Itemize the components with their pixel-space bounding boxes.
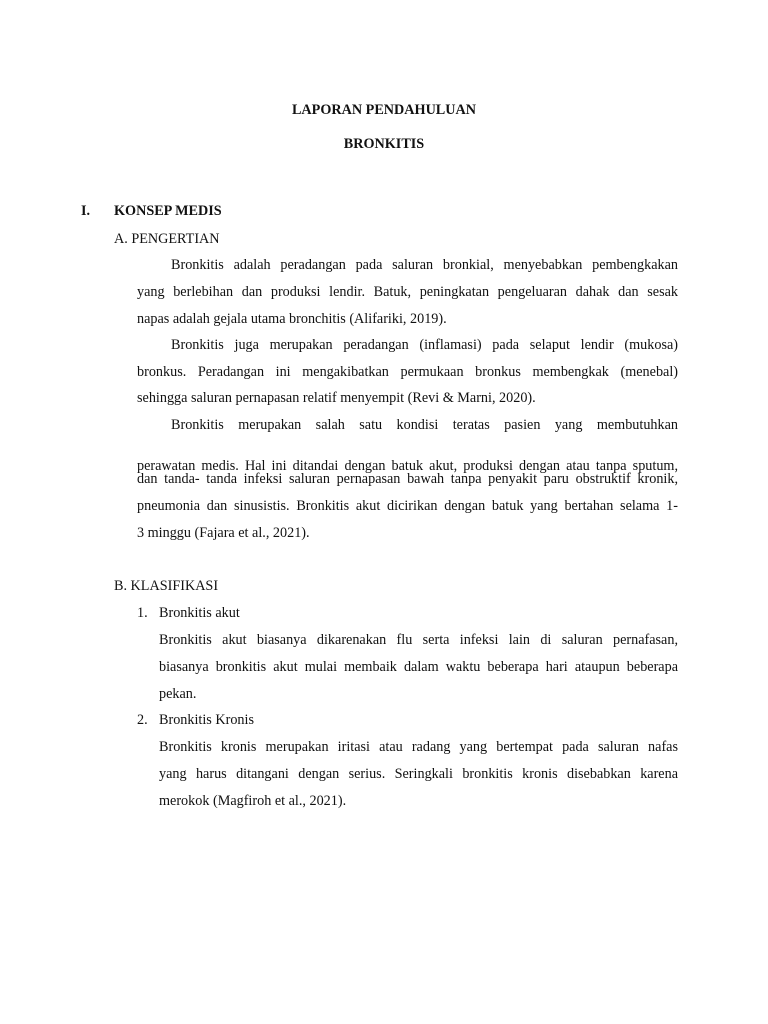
paragraph-line: sehingga saluran pernapasan relatif menyempit (Revi & Marni, 2020). (137, 390, 536, 406)
paragraph-line: bronkus. Peradangan ini mengakibatkan permukaan bronkus membengkak (menebal) (137, 364, 678, 380)
subsection-heading-klasifikasi: B. KLASIFIKASI (114, 578, 219, 594)
document-title: LAPORAN PENDAHULUAN (291, 102, 477, 118)
list-item-line: Bronkitis akut biasanya dikarenakan flu serta infeksi lain di saluran pernafasan, (159, 632, 678, 648)
paragraph-line: yang berlebihan dan produksi lendir. Batuk, peningkatan pengeluaran dahak dan sesak (137, 284, 678, 300)
list-item-number: 2. (137, 712, 148, 728)
paragraph-line: napas adalah gejala utama bronchitis (Alifariki, 2019). (137, 311, 447, 327)
document-subtitle: BRONKITIS (343, 136, 425, 152)
paragraph-line: dan tanda- tanda infeksi saluran pernapasan bawah tanpa penyakit paru obstruktif kronik, (137, 471, 678, 487)
paragraph-line: pneumonia dan sinusistis. Bronkitis akut dicirikan dengan batuk yang bertahan selama 1- (137, 498, 678, 514)
section-heading: KONSEP MEDIS (114, 203, 222, 219)
paragraph-line: Bronkitis adalah peradangan pada saluran bronkial, menyebabkan pembengkakan (171, 257, 678, 273)
list-item-number: 1. (137, 605, 148, 621)
list-item-line: pekan. (159, 686, 197, 702)
list-item-line: biasanya bronkitis akut mulai membaik dalam waktu beberapa hari ataupun beberapa (159, 659, 678, 675)
subsection-heading-pengertian: A. PENGERTIAN (114, 231, 220, 247)
list-item-line: yang harus ditangani dengan serius. Seringkali bronkitis kronis disebabkan karena (159, 766, 678, 782)
list-item-title: Bronkitis Kronis (159, 712, 254, 728)
paragraph-line: 3 minggu (Fajara et al., 2021). (137, 525, 310, 541)
section-number: I. (81, 203, 91, 219)
paragraph-line: perawatan medis. Hal ini ditandai dengan batuk akut, produksi dengan atau tanpa sputum, (137, 458, 678, 474)
list-item-title: Bronkitis akut (159, 605, 240, 621)
list-item-line: merokok (Magfiroh et al., 2021). (159, 793, 347, 809)
list-item-line: Bronkitis kronis merupakan iritasi atau radang yang bertempat pada saluran nafas (159, 739, 678, 755)
paragraph-line: Bronkitis merupakan salah satu kondisi teratas pasien yang membutuhkan (171, 417, 678, 433)
paragraph-line: Bronkitis juga merupakan peradangan (inflamasi) pada selaput lendir (mukosa) (171, 337, 678, 353)
